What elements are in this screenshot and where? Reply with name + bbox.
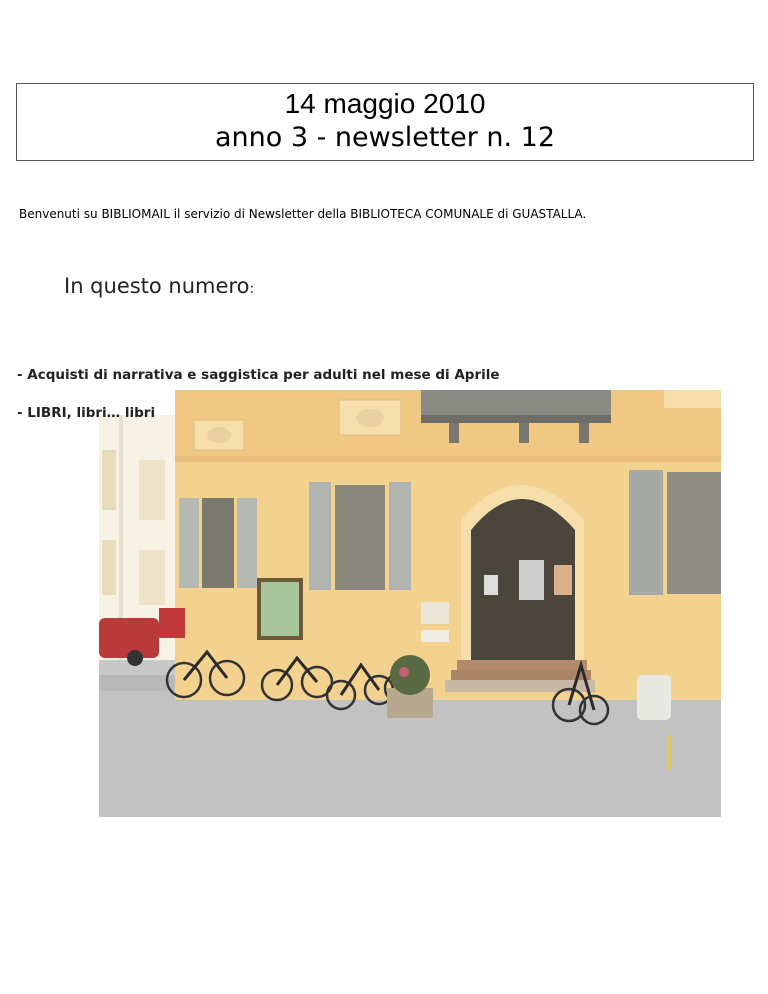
balcony: [421, 390, 611, 415]
issue-date: 14 maggio 2010: [284, 88, 486, 119]
library-building-photo: [99, 390, 721, 817]
contents-item: - Acquisti di narrativa e saggistica per adulti nel mese di Aprile: [17, 367, 500, 383]
contents-item: - LIBRI, libri… libri: [17, 405, 156, 421]
contents-heading-label: In questo numero: [64, 274, 250, 298]
mailbox: [159, 608, 185, 638]
contents-heading: [64, 274, 254, 298]
trash-bin: [637, 675, 671, 720]
issue-number: anno 3 - newsletter n. 12: [214, 122, 556, 153]
entrance-steps: [457, 660, 587, 670]
intro-text: Benvenuti su BIBLIOMAIL il servizio di Newsletter della BIBLIOTECA COMUNALE di GUASTALLA.: [19, 207, 587, 221]
shutter: [179, 498, 199, 588]
contents-heading-colon: :: [249, 281, 255, 297]
red-car: [99, 618, 159, 658]
newsletter-title-box: [16, 83, 754, 161]
